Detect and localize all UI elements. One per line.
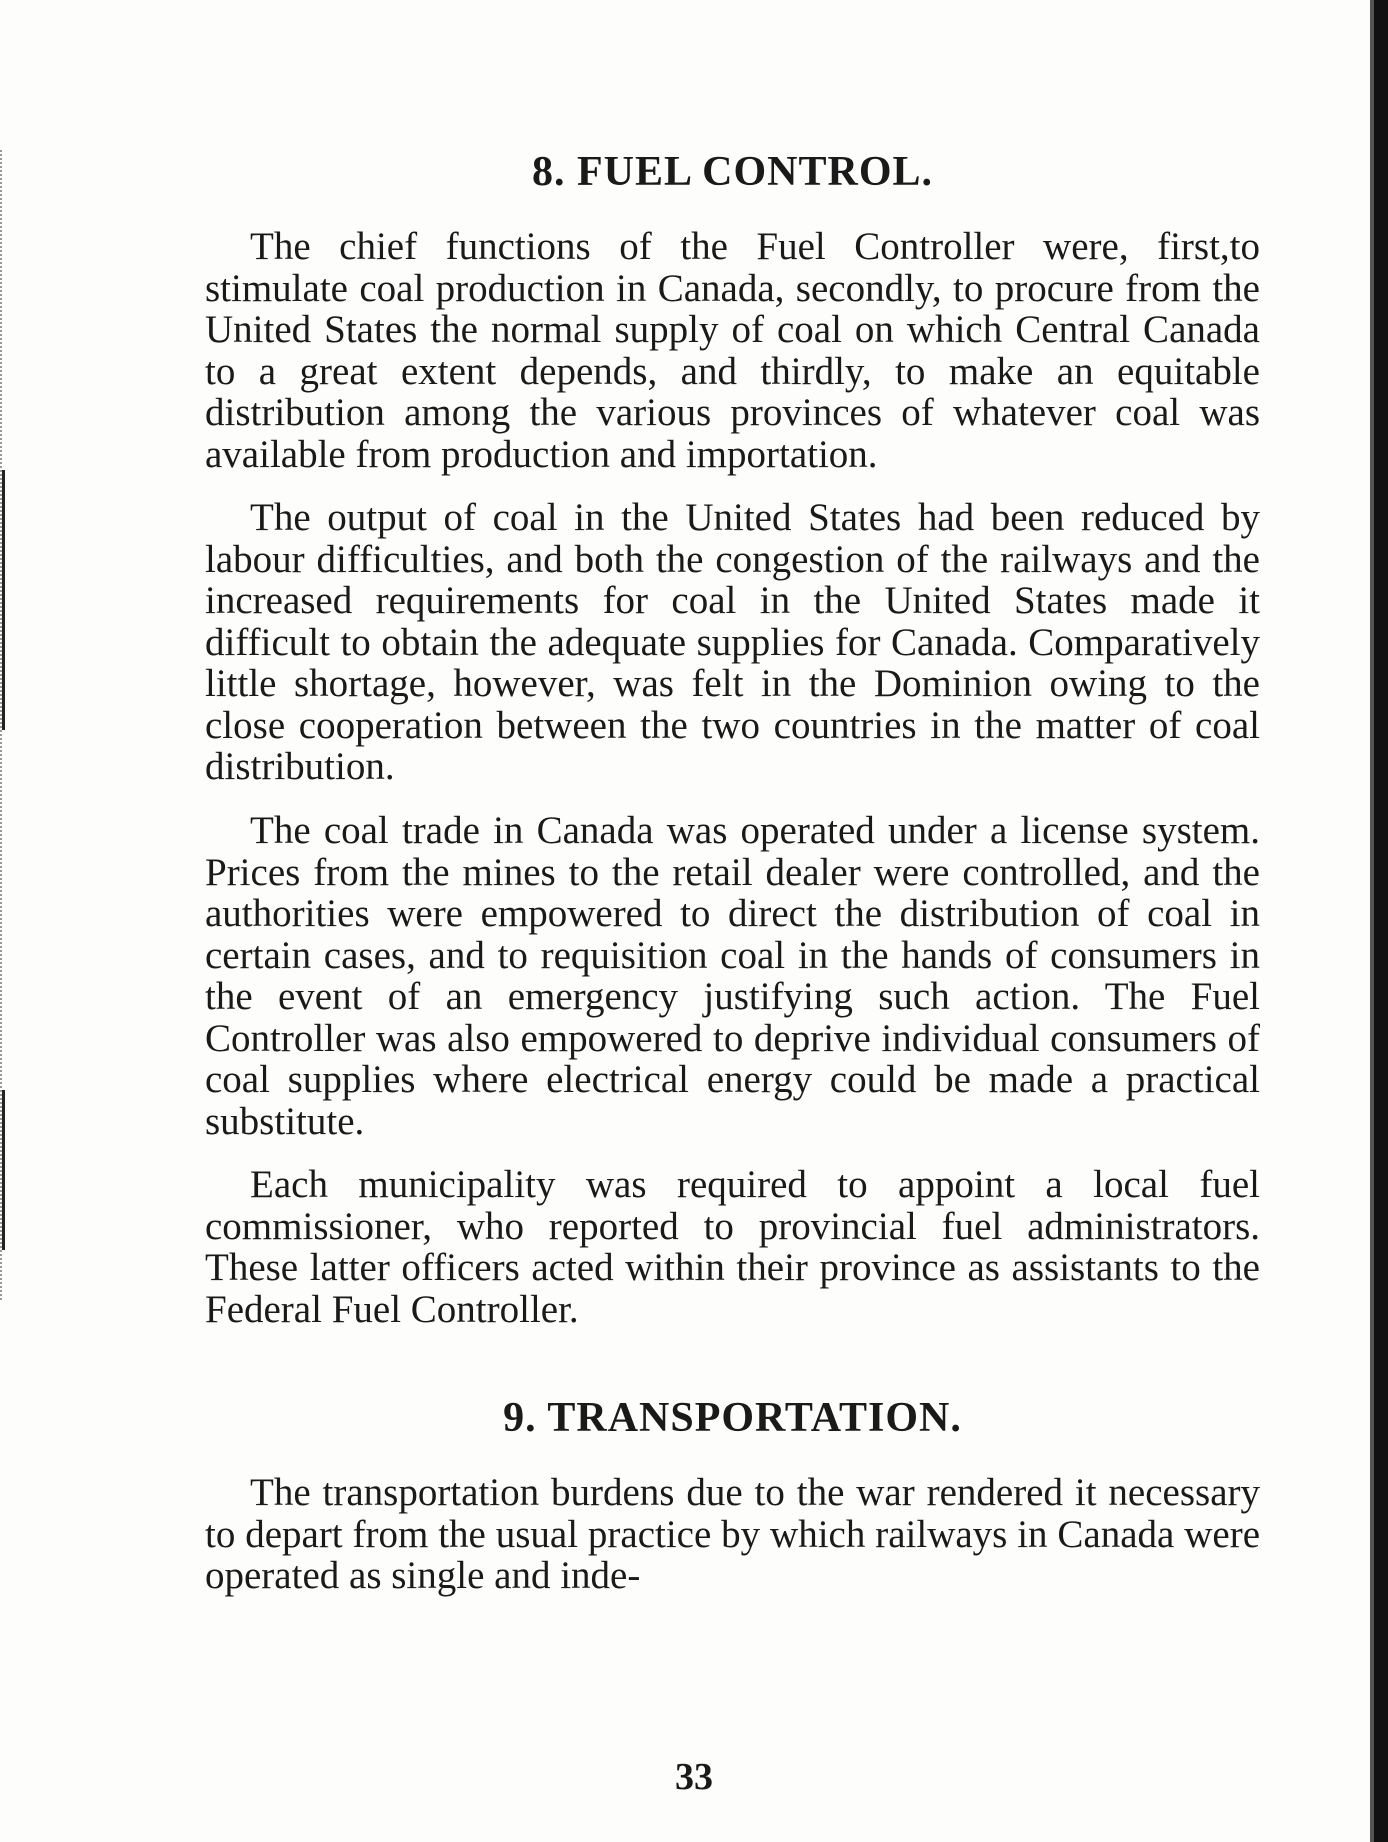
binding-shadow — [1370, 0, 1374, 1842]
paragraph-transportation: The transportation burdens due to the war rendered it necessary to depart from the usual practice by which railways in Canada were operated as single and inde- — [205, 1471, 1260, 1597]
binding-edge — [1374, 0, 1388, 1842]
left-scan-mark — [2, 1090, 5, 1250]
left-scan-mark — [2, 470, 5, 730]
paragraph-municipality: Each municipality was required to appoint a local fuel commissioner, who reported to provincial fuel administrators. These latter officers acted within their province as assistants to the Federal Fuel Controller. — [205, 1163, 1260, 1331]
paragraph-fuel-functions: The chief functions of the Fuel Controller were, first,to stimulate coal production in Canada, secondly, to procure from the United States the normal supply of coal on which Central Canada to a great extent depends, and thirdly, to make an equitable distribution among the various provinces of whatever coal was available from production and importation. — [205, 225, 1260, 476]
page-number: 33 — [675, 1756, 713, 1798]
paragraph-coal-output: The output of coal in the United States had been reduced by labour difficulties, and both the congestion of the railways and the increased requirements for coal in the United States made it difficult to obtain the adequate supplies for Canada. Comparatively little shortage, however, was felt in the Dominion owing to the close cooperation between the two countries in the matter of coal distribution. — [205, 496, 1260, 788]
section-heading-transportation: 9. TRANSPORTATION. — [503, 1395, 962, 1441]
paragraph-coal-trade: The coal trade in Canada was operated under a license system. Prices from the mines to the retail dealer were controlled, and the authorities were empowered to direct the distribution of coal in certain cases, and to requisition coal in the hands of consumers in the event of an emergency justifying such action. The Fuel Controller was also empowered to deprive individual consumers of coal supplies where electrical energy could be made a practical substitute. — [205, 809, 1260, 1143]
section-heading-fuel-control: 8. FUEL CONTROL. — [531, 149, 934, 195]
